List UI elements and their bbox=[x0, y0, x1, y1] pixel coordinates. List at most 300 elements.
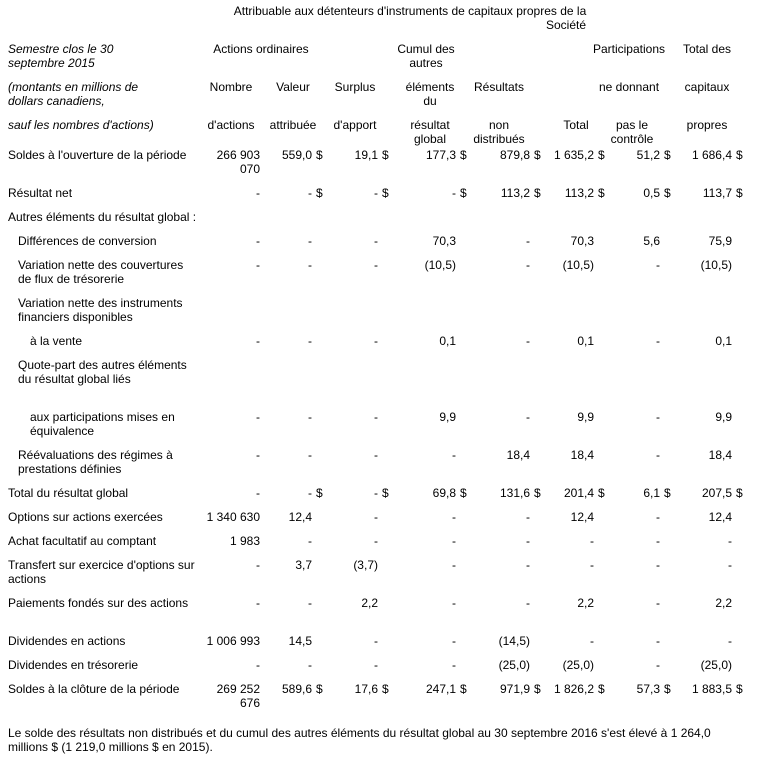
col-actions-ordinaires: Actions ordinaires bbox=[213, 42, 309, 56]
table-row bbox=[0, 682, 769, 720]
value-cell: - bbox=[256, 658, 260, 672]
col-surplus: Surplus bbox=[334, 80, 376, 94]
currency-cell bbox=[456, 410, 470, 448]
value-cell: - bbox=[728, 634, 732, 648]
value-cell: (25,0) bbox=[700, 658, 732, 672]
currency-cell bbox=[660, 296, 674, 334]
value-cell bbox=[198, 296, 260, 334]
value-cell: - bbox=[256, 334, 260, 348]
row-label: à la vente bbox=[30, 334, 83, 348]
currency-cell: $ bbox=[598, 486, 605, 500]
value-cell: 51,2 bbox=[636, 148, 660, 162]
row-label: Paiements fondés sur des actions bbox=[8, 596, 189, 610]
value-cell: 18,4 bbox=[506, 448, 530, 462]
currency-cell: $ bbox=[460, 682, 467, 696]
currency-cell: $ bbox=[664, 186, 671, 200]
value-cell: - bbox=[590, 558, 594, 572]
value-cell: - bbox=[452, 558, 456, 572]
currency-cell bbox=[660, 234, 674, 258]
currency-cell bbox=[312, 296, 326, 334]
value-cell bbox=[544, 210, 594, 234]
currency-cell bbox=[732, 234, 769, 258]
table-row bbox=[0, 148, 769, 186]
currency-cell bbox=[732, 448, 769, 486]
value-cell: 589,6 bbox=[281, 682, 312, 696]
value-cell bbox=[392, 296, 456, 334]
currency-cell bbox=[732, 334, 769, 358]
currency-cell bbox=[456, 510, 470, 534]
currency-cell bbox=[530, 448, 544, 486]
table-row bbox=[0, 596, 769, 634]
value-cell: 201,4 bbox=[563, 486, 594, 500]
attributable-line-1: Attribuable aux détenteurs d'instruments de capitaux propres de la bbox=[233, 4, 587, 18]
value-cell: (10,5) bbox=[562, 258, 594, 272]
value-cell: 2,2 bbox=[577, 596, 594, 610]
value-cell bbox=[674, 210, 732, 234]
value-cell bbox=[326, 210, 378, 234]
value-cell: - bbox=[308, 486, 312, 500]
value-cell: 1 826,2 bbox=[553, 682, 594, 696]
value-cell: 113,2 bbox=[500, 186, 530, 200]
currency-cell: $ bbox=[534, 486, 541, 500]
value-cell: (14,5) bbox=[498, 634, 530, 648]
currency-cell bbox=[530, 234, 544, 258]
value-cell: 1 635,2 bbox=[553, 148, 594, 162]
currency-cell bbox=[594, 258, 608, 296]
value-cell: 1 686,4 bbox=[691, 148, 732, 162]
row-label: Différences de conversion bbox=[18, 234, 157, 248]
value-cell: 113,2 bbox=[564, 186, 594, 200]
currency-cell bbox=[312, 448, 326, 486]
col-nombre-2: d'actions bbox=[207, 118, 255, 132]
value-cell: - bbox=[308, 234, 312, 248]
currency-cell bbox=[594, 296, 608, 334]
value-cell: - bbox=[308, 258, 312, 272]
col-cumul-top: Cumul des autres bbox=[397, 42, 455, 70]
currency-cell bbox=[530, 410, 544, 448]
table-row bbox=[0, 210, 769, 234]
currency-cell bbox=[456, 658, 470, 682]
currency-cell: $ bbox=[382, 682, 389, 696]
value-cell: - bbox=[656, 510, 660, 524]
currency-cell bbox=[594, 334, 608, 358]
row-label: Variation nette des instruments financiers disponibles bbox=[18, 296, 183, 324]
value-cell: - bbox=[374, 486, 378, 500]
value-cell: - bbox=[656, 534, 660, 548]
table-row bbox=[0, 634, 769, 658]
value-cell bbox=[260, 358, 312, 410]
value-cell: - bbox=[526, 596, 530, 610]
value-cell: 12,4 bbox=[288, 510, 312, 524]
currency-cell: $ bbox=[460, 186, 467, 200]
row-label: Transfert sur exercice d'options sur actions bbox=[8, 558, 195, 586]
currency-cell bbox=[530, 596, 544, 634]
value-cell: 1 983 bbox=[229, 534, 260, 548]
row-label: Soldes à la clôture de la période bbox=[8, 682, 180, 696]
value-cell: - bbox=[526, 334, 530, 348]
value-cell: - bbox=[374, 186, 378, 200]
value-cell: - bbox=[256, 410, 260, 424]
currency-cell bbox=[594, 558, 608, 596]
value-cell: 12,4 bbox=[570, 510, 594, 524]
value-cell bbox=[198, 358, 260, 410]
currency-cell bbox=[530, 210, 544, 234]
currency-cell bbox=[732, 534, 769, 558]
value-cell: - bbox=[256, 558, 260, 572]
currency-cell bbox=[732, 258, 769, 296]
currency-cell bbox=[660, 410, 674, 448]
row-label: Résultat net bbox=[8, 186, 73, 200]
table-row bbox=[0, 358, 769, 410]
currency-cell bbox=[456, 334, 470, 358]
currency-cell: $ bbox=[316, 486, 323, 500]
row-label: Réévaluations des régimes à prestations définies bbox=[18, 448, 173, 476]
currency-cell bbox=[378, 410, 392, 448]
value-cell: - bbox=[590, 534, 594, 548]
table-row bbox=[0, 510, 769, 534]
value-cell: 12,4 bbox=[708, 510, 732, 524]
value-cell: - bbox=[374, 448, 378, 462]
col-capitaux: capitaux bbox=[684, 80, 730, 94]
value-cell bbox=[544, 358, 594, 410]
currency-cell bbox=[660, 448, 674, 486]
value-cell: - bbox=[374, 234, 378, 248]
currency-cell bbox=[312, 534, 326, 558]
table-row bbox=[0, 658, 769, 682]
currency-cell bbox=[456, 596, 470, 634]
row-label: Dividendes en actions bbox=[8, 634, 126, 648]
value-cell: 0,5 bbox=[643, 186, 660, 200]
currency-cell bbox=[378, 334, 392, 358]
currency-cell bbox=[530, 510, 544, 534]
value-cell: - bbox=[308, 658, 312, 672]
value-cell: 19,1 bbox=[354, 148, 378, 162]
units-label: (montants en millions de dollars canadiens, bbox=[8, 80, 139, 108]
value-cell: 2,2 bbox=[715, 596, 732, 610]
col-participations-1: Participations bbox=[592, 42, 666, 56]
currency-cell bbox=[660, 558, 674, 596]
value-cell: - bbox=[374, 258, 378, 272]
currency-cell bbox=[660, 358, 674, 410]
table-row bbox=[0, 486, 769, 510]
currency-cell bbox=[312, 596, 326, 634]
col-nombre: Nombre bbox=[209, 80, 253, 94]
currency-cell bbox=[660, 258, 674, 296]
value-cell: - bbox=[256, 186, 260, 200]
currency-cell bbox=[594, 596, 608, 634]
value-cell: 75,9 bbox=[708, 234, 732, 248]
value-cell bbox=[544, 296, 594, 334]
currency-cell bbox=[530, 334, 544, 358]
currency-cell bbox=[732, 510, 769, 534]
value-cell: - bbox=[656, 258, 660, 272]
value-cell: - bbox=[308, 410, 312, 424]
currency-cell: $ bbox=[736, 148, 743, 162]
currency-cell bbox=[312, 358, 326, 410]
currency-cell bbox=[594, 658, 608, 682]
value-cell: - bbox=[526, 534, 530, 548]
currency-cell bbox=[530, 534, 544, 558]
value-cell: (10,5) bbox=[424, 258, 456, 272]
value-cell bbox=[470, 358, 530, 410]
value-cell: - bbox=[308, 596, 312, 610]
value-cell: 971,9 bbox=[499, 682, 530, 696]
value-cell: 1 883,5 bbox=[691, 682, 732, 696]
value-cell bbox=[260, 210, 312, 234]
currency-cell bbox=[378, 558, 392, 596]
currency-cell bbox=[660, 596, 674, 634]
value-cell: 9,9 bbox=[715, 410, 732, 424]
currency-cell: $ bbox=[534, 148, 541, 162]
currency-cell: $ bbox=[664, 486, 671, 500]
currency-cell: $ bbox=[382, 148, 389, 162]
value-cell bbox=[470, 296, 530, 334]
currency-cell: $ bbox=[316, 148, 323, 162]
col-resultats: Résultats bbox=[473, 80, 525, 94]
currency-cell bbox=[594, 358, 608, 410]
currency-cell bbox=[660, 658, 674, 682]
currency-cell bbox=[456, 448, 470, 486]
value-cell: - bbox=[656, 334, 660, 348]
value-cell: - bbox=[256, 486, 260, 500]
value-cell: - bbox=[526, 510, 530, 524]
value-cell: - bbox=[526, 410, 530, 424]
row-label: Autres éléments du résultat global : bbox=[8, 210, 197, 224]
currency-cell: $ bbox=[460, 486, 467, 500]
currency-cell bbox=[312, 634, 326, 658]
currency-cell bbox=[530, 558, 544, 596]
value-cell: - bbox=[452, 596, 456, 610]
currency-cell: $ bbox=[534, 186, 541, 200]
value-cell: (25,0) bbox=[498, 658, 530, 672]
value-cell: - bbox=[656, 634, 660, 648]
value-cell: - bbox=[656, 448, 660, 462]
col-cumul-mid: éléments du bbox=[405, 80, 455, 108]
row-label: Soldes à l'ouverture de la période bbox=[8, 148, 187, 162]
currency-cell: $ bbox=[736, 682, 743, 696]
table-row bbox=[0, 558, 769, 596]
currency-cell bbox=[594, 234, 608, 258]
table-row bbox=[0, 296, 769, 334]
units-label-2: sauf les nombres d'actions) bbox=[8, 118, 154, 132]
currency-cell bbox=[660, 534, 674, 558]
value-cell: 18,4 bbox=[708, 448, 732, 462]
value-cell bbox=[674, 296, 732, 334]
value-cell: 879,8 bbox=[499, 148, 530, 162]
col-propres: propres bbox=[686, 118, 728, 132]
currency-cell bbox=[594, 510, 608, 534]
currency-cell: $ bbox=[382, 486, 389, 500]
row-label: Dividendes en trésorerie bbox=[8, 658, 139, 672]
currency-cell bbox=[378, 210, 392, 234]
value-cell: - bbox=[452, 448, 456, 462]
value-cell: 2,2 bbox=[361, 596, 378, 610]
currency-cell bbox=[312, 334, 326, 358]
value-cell bbox=[260, 296, 312, 334]
value-cell: 266 903 070 bbox=[216, 148, 260, 176]
currency-cell bbox=[732, 296, 769, 334]
currency-cell bbox=[312, 558, 326, 596]
value-cell: - bbox=[656, 558, 660, 572]
currency-cell bbox=[456, 358, 470, 410]
value-cell: - bbox=[374, 658, 378, 672]
value-cell: 131,6 bbox=[499, 486, 530, 500]
currency-cell: $ bbox=[460, 148, 467, 162]
value-cell bbox=[608, 296, 660, 334]
value-cell: - bbox=[308, 534, 312, 548]
currency-cell bbox=[378, 596, 392, 634]
footnote: Le solde des résultats non distribués et du cumul des autres éléments du résultat global au 30 septembre 2016 s'est élevé à 1 264,0 millions $ (1 219,0 millions $ en 2015). bbox=[8, 726, 711, 754]
currency-cell bbox=[312, 234, 326, 258]
value-cell bbox=[608, 358, 660, 410]
currency-cell bbox=[456, 234, 470, 258]
currency-cell bbox=[530, 658, 544, 682]
value-cell: - bbox=[656, 596, 660, 610]
value-cell: 9,9 bbox=[439, 410, 456, 424]
table-row bbox=[0, 448, 769, 486]
value-cell: - bbox=[308, 334, 312, 348]
value-cell: 70,3 bbox=[570, 234, 594, 248]
value-cell: 177,3 bbox=[425, 148, 456, 162]
currency-cell: $ bbox=[736, 186, 743, 200]
value-cell: - bbox=[728, 558, 732, 572]
table-row bbox=[0, 534, 769, 558]
value-cell: - bbox=[526, 234, 530, 248]
currency-cell bbox=[312, 210, 326, 234]
currency-cell: $ bbox=[598, 682, 605, 696]
attributable-line-2: Société bbox=[545, 18, 586, 32]
value-cell: 1 340 630 bbox=[206, 510, 260, 524]
value-cell: - bbox=[656, 658, 660, 672]
currency-cell bbox=[530, 258, 544, 296]
value-cell: 3,7 bbox=[295, 558, 312, 572]
currency-cell: $ bbox=[736, 486, 743, 500]
currency-cell bbox=[732, 410, 769, 448]
value-cell: 1 006 993 bbox=[206, 634, 260, 648]
value-cell bbox=[674, 358, 732, 410]
currency-cell bbox=[732, 210, 769, 234]
value-cell bbox=[392, 358, 456, 410]
value-cell bbox=[470, 210, 530, 234]
currency-cell bbox=[660, 210, 674, 234]
value-cell: - bbox=[374, 410, 378, 424]
value-cell bbox=[326, 296, 378, 334]
col-valeur: Valeur bbox=[276, 80, 310, 94]
value-cell: 247,1 bbox=[425, 682, 456, 696]
currency-cell: $ bbox=[534, 682, 541, 696]
currency-cell bbox=[378, 658, 392, 682]
value-cell: - bbox=[728, 534, 732, 548]
currency-cell: $ bbox=[598, 186, 605, 200]
attributable-header bbox=[200, 4, 620, 32]
value-cell: 9,9 bbox=[577, 410, 594, 424]
currency-cell bbox=[456, 534, 470, 558]
currency-cell bbox=[378, 234, 392, 258]
value-cell: - bbox=[452, 534, 456, 548]
value-cell: 70,3 bbox=[432, 234, 456, 248]
value-cell bbox=[392, 210, 456, 234]
value-cell: - bbox=[526, 258, 530, 272]
currency-cell bbox=[378, 534, 392, 558]
col-participations-2: ne donnant bbox=[598, 80, 660, 94]
value-cell bbox=[198, 210, 260, 234]
currency-cell bbox=[732, 634, 769, 658]
currency-cell bbox=[378, 296, 392, 334]
col-cumul-bottom: résultat global bbox=[410, 118, 450, 146]
currency-cell bbox=[378, 258, 392, 296]
value-cell: 14,5 bbox=[288, 634, 312, 648]
value-cell: 18,4 bbox=[570, 448, 594, 462]
value-cell: - bbox=[374, 634, 378, 648]
value-cell: 559,0 bbox=[281, 148, 312, 162]
currency-cell bbox=[378, 448, 392, 486]
row-label: Options sur actions exercées bbox=[8, 510, 163, 524]
value-cell: 57,3 bbox=[636, 682, 660, 696]
row-label: Total du résultat global bbox=[8, 486, 129, 500]
value-cell: - bbox=[452, 186, 456, 200]
currency-cell bbox=[732, 596, 769, 634]
currency-cell bbox=[732, 358, 769, 410]
table-row bbox=[0, 234, 769, 258]
row-label: Variation nette des couvertures de flux de trésorerie bbox=[18, 258, 184, 286]
currency-cell bbox=[378, 634, 392, 658]
row-label: aux participations mises en équivalence bbox=[30, 410, 175, 438]
currency-cell bbox=[456, 296, 470, 334]
currency-cell bbox=[594, 634, 608, 658]
currency-cell bbox=[660, 634, 674, 658]
period-label: Semestre clos le 30 septembre 2015 bbox=[8, 42, 114, 70]
col-participations-3: pas le contrôle bbox=[610, 118, 654, 146]
table-row bbox=[0, 334, 769, 358]
value-cell: - bbox=[452, 510, 456, 524]
value-cell: 17,6 bbox=[354, 682, 378, 696]
col-resultats-2: non distribués bbox=[473, 118, 525, 146]
value-cell: 113,7 bbox=[702, 186, 732, 200]
currency-cell: $ bbox=[316, 682, 323, 696]
currency-cell: $ bbox=[598, 148, 605, 162]
currency-cell: $ bbox=[664, 682, 671, 696]
equity-table bbox=[0, 148, 769, 720]
currency-cell bbox=[312, 410, 326, 448]
row-label: Achat facultatif au comptant bbox=[8, 534, 157, 548]
currency-cell bbox=[456, 558, 470, 596]
currency-cell bbox=[312, 258, 326, 296]
value-cell: - bbox=[308, 448, 312, 462]
col-valeur-2: attribuée bbox=[269, 118, 317, 132]
currency-cell bbox=[594, 448, 608, 486]
value-cell: 6,1 bbox=[643, 486, 660, 500]
value-cell: - bbox=[526, 558, 530, 572]
table-body bbox=[0, 148, 769, 720]
currency-cell bbox=[594, 210, 608, 234]
table-row bbox=[0, 410, 769, 448]
value-cell: 269 252 676 bbox=[216, 682, 260, 710]
currency-cell bbox=[660, 334, 674, 358]
value-cell: (10,5) bbox=[700, 258, 732, 272]
col-total: Total bbox=[563, 118, 589, 132]
value-cell: - bbox=[374, 334, 378, 348]
value-cell: 69,8 bbox=[432, 486, 456, 500]
value-cell: 5,6 bbox=[643, 234, 660, 248]
value-cell: - bbox=[374, 510, 378, 524]
value-cell: - bbox=[256, 448, 260, 462]
value-cell: - bbox=[452, 634, 456, 648]
value-cell: - bbox=[256, 596, 260, 610]
value-cell: 0,1 bbox=[715, 334, 732, 348]
value-cell: (25,0) bbox=[562, 658, 594, 672]
currency-cell bbox=[530, 634, 544, 658]
value-cell: - bbox=[656, 410, 660, 424]
